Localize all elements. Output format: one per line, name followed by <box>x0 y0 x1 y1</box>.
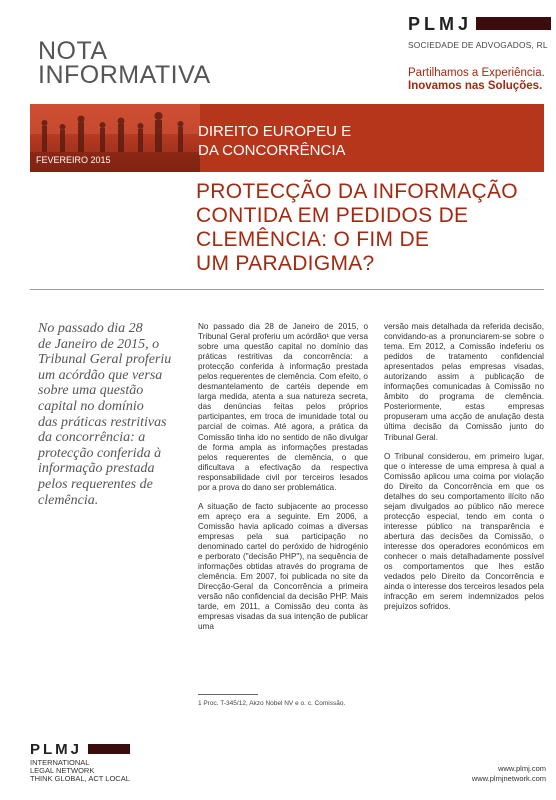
footnote: 1 Proc. T-345/12, Akzo Nobel NV e o. c. Comissão. <box>198 700 346 707</box>
footnote-rule <box>198 694 258 695</box>
quote-line: Tribunal Geral proferiu <box>38 352 172 368</box>
quote-line: um acórdão que versa <box>38 367 163 383</box>
quote-line: das práticas restritivas <box>38 414 167 430</box>
doc-type-line1: NOTA <box>38 37 108 65</box>
quote-line: capital no domínio <box>38 398 144 414</box>
website-link[interactable]: www.plmj.com <box>498 764 546 773</box>
quote-line: protecção conferida à <box>38 445 162 461</box>
logo-subtitle: SOCIEDADE DE ADVOGADOS, RL <box>408 40 548 50</box>
tagline-line1: Partilhamos a Experiência. <box>408 67 545 79</box>
title-line: UM PARADIGMA? <box>196 252 375 275</box>
footer-logo-bar <box>88 744 130 754</box>
quote-line: No passado dia 28 <box>38 321 143 336</box>
doc-type-line2: INFORMATIVA <box>38 61 211 89</box>
body-paragraph: O Tribunal considerou, em primeiro lugar, que o interesse de uma empresa à qual a Comissão aplicou uma coima por violação do Direito da Concorrência em que os detalhes do seu comportamento ilícito não sejam divulgados ao público não merece protecção especial, tendo em conta o interesse público na transparência e abertura das decisões da Comissão, o interesse dos operadores económicos em conhecer o mais detalhadamente possível os comportamentos que lhes estão vedados pelo Direito da Concorrência e ainda o interesse dos terceiros lesados pela infracção em serem indemnizados pelos prejuízos sofridos. <box>384 451 544 612</box>
body-paragraph: A situação de facto subjacente ao processo em apreço era a seguinte. Em 2006, a Comissão havia aplicado coimas a diversas empresas pela sua participação no denominado cartel do peróxido de hidrogénio e perborato ("decisão PHP"), na sequência de informações obtidas através do programa de clemência. Em 2007, foi publicada no site da Direcção-Geral da Concorrência a primeira versão não confidencial da decisão PHP. Mais tarde, em 2011, a Comissão deu conta às empresas visadas da sua intenção de publicar uma <box>198 501 368 632</box>
logo-text: PLMJ <box>408 14 473 34</box>
body-paragraph: versão mais detalhada da referida decisão, convidando-as a pronunciarem-se sobre o tema. Em 2012, a Comissão indeferiu os pedidos de tratamento confidencial apresentados pelas empresas visadas, autorizando assim a publicação de informações comunicadas à Comissão no âmbito do programa de clemência. Posteriormente, estas empresas propuseram uma acção de anulação desta última decisão da Comissão junto do Tribunal Geral. <box>384 322 544 442</box>
quote-line: pelos requerentes de <box>38 476 153 492</box>
practice-area-line2: DA CONCORRÊNCIA <box>198 142 346 159</box>
practice-area-line1: DIREITO EUROPEU E <box>198 123 352 140</box>
body-column-2 <box>384 322 544 621</box>
body-column-1 <box>198 322 368 641</box>
title-line: CLEMÊNCIA: O FIM DE <box>196 228 430 251</box>
quote-line: de Janeiro de 2015, o <box>38 336 160 352</box>
quote-line: clemência. <box>38 492 99 508</box>
network-website-link[interactable]: www.plmjnetwork.com <box>471 774 546 783</box>
title-line: CONTIDA EM PEDIDOS DE <box>196 204 469 227</box>
logo-bar <box>476 17 551 30</box>
divider <box>30 289 544 290</box>
quote-line: da concorrência: a <box>38 430 146 446</box>
quote-line: sobre uma questão <box>38 383 144 399</box>
footer-logo-text: PLMJ <box>30 741 83 758</box>
footer-logo <box>30 741 130 783</box>
network-line1: INTERNATIONAL <box>30 758 90 767</box>
pull-quote <box>38 321 198 508</box>
article-title <box>196 180 546 276</box>
network-line3: THINK GLOBAL, ACT LOCAL <box>30 774 130 783</box>
title-line: PROTECÇÃO DA INFORMAÇÃO <box>196 180 518 203</box>
body-paragraph: No passado dia 28 de Janeiro de 2015, o Tribunal Geral proferiu um acórdão¹ que versa sobre uma questão capital no domínio das práticas restritivas da concorrência: a protecção conferida à informação prestada pelos requerentes de clemência. Com efeito, o desmantelamento de cartéis depende em larga medida, atenta a sua natureza secreta, das denúncias feitas pelos próprios participantes, em troca de imunidade total ou parcial de coimas. Até agora, a prática da Comissão tinha ido no sentido de não divulgar de forma ampla as informações prestadas pelos requerentes de clemência, o que dificultava a efectivação da respectiva responsabilidade civil por terceiros lesados por a prova do dano ser problemática. <box>198 322 368 492</box>
issue-date: FEVEREIRO 2015 <box>36 155 111 165</box>
network-line2: LEGAL NETWORK <box>30 766 95 775</box>
quote-line: informação prestada <box>38 461 155 477</box>
tagline-line2: Inovamos nas Soluções. <box>408 80 543 92</box>
plmj-logo <box>408 14 548 50</box>
